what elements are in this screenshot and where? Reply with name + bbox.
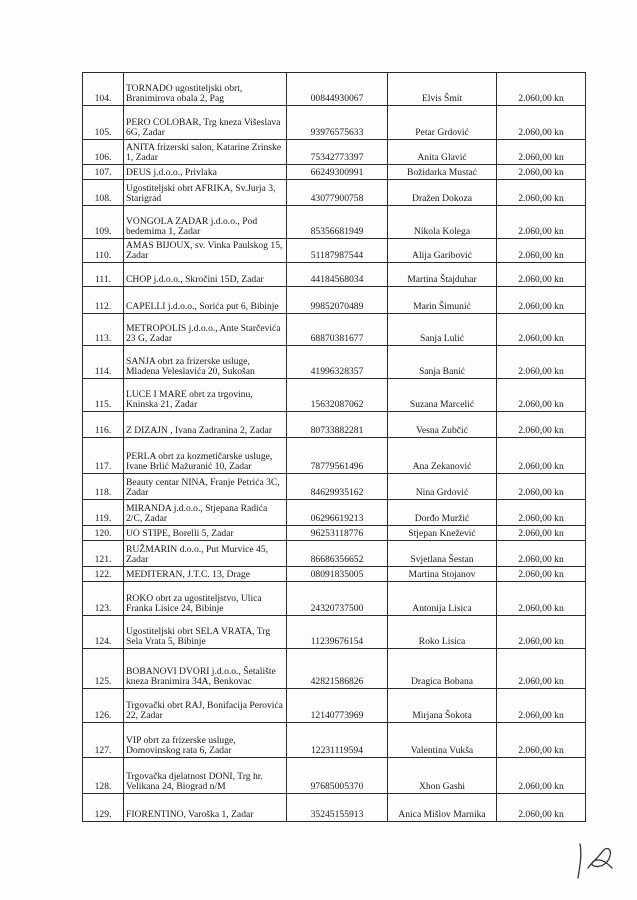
oib-number: 11239676154 xyxy=(287,616,388,649)
amount: 2.060,00 kn xyxy=(497,616,586,649)
business-name-address: CAPELLI j.d.o.o., Sorića put 6, Bibinje xyxy=(124,287,287,314)
business-name-address: RUŽMARIN d.o.o., Put Murvice 45, Zadar xyxy=(124,541,287,567)
beneficiary-table xyxy=(82,72,586,822)
oib-number: 85356681949 xyxy=(287,206,388,239)
table-row xyxy=(83,689,586,723)
business-name-address: FIORENTINO, Varoška 1, Zadar xyxy=(124,794,287,822)
row-number: 117. xyxy=(83,438,124,474)
business-name-address: VONGOLA ZADAR j.d.o.o., Pod bedemima 1, Zadar xyxy=(124,206,287,239)
business-name-address: Ugostiteljski obrt AFRIKA, Sv.Jurja 3, Starigrad xyxy=(124,180,287,206)
row-number: 126. xyxy=(83,689,124,723)
table-row xyxy=(83,412,586,438)
business-name-address: Trgovačka djelatnost DONI, Trg hr. Velikana 24, Biograd n/M xyxy=(124,758,287,794)
table-row xyxy=(83,723,586,758)
business-name-address: Z DIZAJN , Ivana Zadranina 2, Zadar xyxy=(124,412,287,438)
table-row xyxy=(83,438,586,474)
amount: 2.060,00 kn xyxy=(497,689,586,723)
amount: 2.060,00 kn xyxy=(497,412,586,438)
business-name-address: BOBANOVI DVORI j.d.o.o., Šetalište kneza Branimira 34A, Benkovac xyxy=(124,649,287,689)
oib-number: 51187987544 xyxy=(287,239,388,263)
table-row xyxy=(83,180,586,206)
business-name-address: PERO COLOBAR, Trg kneza Višeslava 6G, Zadar xyxy=(124,106,287,140)
row-number: 111. xyxy=(83,263,124,287)
business-name-address: AMAS BIJOUX, sv. Vinka Paulskog 15, Zadar xyxy=(124,239,287,263)
row-number: 122. xyxy=(83,567,124,582)
business-name-address: PERLA obrt za kozmetičarske usluge, Ivane Brlić Mažuranić 10, Zadar xyxy=(124,438,287,474)
responsible-person: Sanja Lulić xyxy=(388,314,497,346)
table-row xyxy=(83,582,586,616)
business-name-address: VIP obrt za frizerske usluge, Domovinskog rata 6, Zadar xyxy=(124,723,287,758)
amount: 2.060,00 kn xyxy=(497,165,586,180)
oib-number: 93976575633 xyxy=(287,106,388,140)
responsible-person: Stjepan Knežević xyxy=(388,526,497,541)
row-number: 120. xyxy=(83,526,124,541)
amount: 2.060,00 kn xyxy=(497,379,586,412)
amount: 2.060,00 kn xyxy=(497,106,586,140)
table-row xyxy=(83,758,586,794)
amount: 2.060,00 kn xyxy=(497,474,586,500)
responsible-person: Roko Lisica xyxy=(388,616,497,649)
row-number: 115. xyxy=(83,379,124,412)
table-row xyxy=(83,379,586,412)
responsible-person: Marin Šimunić xyxy=(388,287,497,314)
row-number: 105. xyxy=(83,106,124,140)
row-number: 114. xyxy=(83,346,124,379)
oib-number: 96253118776 xyxy=(287,526,388,541)
business-name-address: ANITA frizerski salon, Katarine Zrinske 1, Zadar xyxy=(124,140,287,165)
table-row xyxy=(83,541,586,567)
row-number: 104. xyxy=(83,73,124,106)
responsible-person: Ana Zekanović xyxy=(388,438,497,474)
amount: 2.060,00 kn xyxy=(497,314,586,346)
responsible-person: Sanja Banić xyxy=(388,346,497,379)
row-number: 116. xyxy=(83,412,124,438)
oib-number: 86686356652 xyxy=(287,541,388,567)
row-number: 107. xyxy=(83,165,124,180)
table-row xyxy=(83,526,586,541)
row-number: 128. xyxy=(83,758,124,794)
amount: 2.060,00 kn xyxy=(497,180,586,206)
row-number: 118. xyxy=(83,474,124,500)
responsible-person: Petar Grdović xyxy=(388,106,497,140)
row-number: 121. xyxy=(83,541,124,567)
oib-number: 41996328357 xyxy=(287,346,388,379)
responsible-person: Nikola Kolega xyxy=(388,206,497,239)
oib-number: 00844930067 xyxy=(287,73,388,106)
row-number: 106. xyxy=(83,140,124,165)
oib-number: 66249300991 xyxy=(287,165,388,180)
responsible-person: Dražen Dokoza xyxy=(388,180,497,206)
amount: 2.060,00 kn xyxy=(497,239,586,263)
business-name-address: UO STIPE, Borelli 5, Zadar xyxy=(124,526,287,541)
business-name-address: LUCE I MARE obrt za trgovinu, Kninska 21, Zadar xyxy=(124,379,287,412)
oib-number: 15632087062 xyxy=(287,379,388,412)
oib-number: 80733882281 xyxy=(287,412,388,438)
responsible-person: Dragica Bobana xyxy=(388,649,497,689)
amount: 2.060,00 kn xyxy=(497,263,586,287)
business-name-address: Beauty centar NINA, Franje Petrića 3C, Zadar xyxy=(124,474,287,500)
responsible-person: Anita Glavić xyxy=(388,140,497,165)
row-number: 110. xyxy=(83,239,124,263)
business-name-address: CHOP j.d.o.o., Skročini 15D, Zadar xyxy=(124,263,287,287)
responsible-person: Elvis Šmit xyxy=(388,73,497,106)
row-number: 113. xyxy=(83,314,124,346)
business-name-address: MIRANDA j.d.o.o., Stjepana Radića 2/C, Zadar xyxy=(124,500,287,526)
responsible-person: Valentina Vukša xyxy=(388,723,497,758)
oib-number: 44184568034 xyxy=(287,263,388,287)
oib-number: 43077900758 xyxy=(287,180,388,206)
table-row xyxy=(83,616,586,649)
row-number: 127. xyxy=(83,723,124,758)
business-name-address: TORNADO ugostiteljski obrt, Branimirova obala 2, Pag xyxy=(124,73,287,106)
oib-number: 08091835005 xyxy=(287,567,388,582)
responsible-person: Božidarka Mustać xyxy=(388,165,497,180)
responsible-person: Martina Štajduhar xyxy=(388,263,497,287)
row-number: 123. xyxy=(83,582,124,616)
row-number: 129. xyxy=(83,794,124,822)
responsible-person: Anica Mišlov Marnika xyxy=(388,794,497,822)
table-row xyxy=(83,500,586,526)
table-row xyxy=(83,239,586,263)
oib-number: 84629935162 xyxy=(287,474,388,500)
responsible-person: Svjetlana Šestan xyxy=(388,541,497,567)
responsible-person: Martina Stojanov xyxy=(388,567,497,582)
table-row xyxy=(83,140,586,165)
oib-number: 06296619213 xyxy=(287,500,388,526)
amount: 2.060,00 kn xyxy=(497,649,586,689)
responsible-person: Mirjana Šokota xyxy=(388,689,497,723)
table-row xyxy=(83,649,586,689)
table-row xyxy=(83,314,586,346)
row-number: 125. xyxy=(83,649,124,689)
business-name-address: DEUS j.d.o.o., Privlaka xyxy=(124,165,287,180)
responsible-person: Xhon Gashi xyxy=(388,758,497,794)
oib-number: 68870381677 xyxy=(287,314,388,346)
amount: 2.060,00 kn xyxy=(497,206,586,239)
business-name-address: ROKO obrt za ugostiteljstvo, Ulica Franka Lisice 24, Bibinje xyxy=(124,582,287,616)
business-name-address: Trgovački obrt RAJ, Bonifacija Perovića 22, Zadar xyxy=(124,689,287,723)
table-row xyxy=(83,567,586,582)
business-name-address: METROPOLIS j.d.o.o., Ante Starčevića 23 G, Zadar xyxy=(124,314,287,346)
row-number: 108. xyxy=(83,180,124,206)
table-row xyxy=(83,287,586,314)
oib-number: 42821586826 xyxy=(287,649,388,689)
responsible-person: Suzana Marcelić xyxy=(388,379,497,412)
amount: 2.060,00 kn xyxy=(497,140,586,165)
amount: 2.060,00 kn xyxy=(497,541,586,567)
amount: 2.060,00 kn xyxy=(497,526,586,541)
row-number: 109. xyxy=(83,206,124,239)
oib-number: 75342773397 xyxy=(287,140,388,165)
amount: 2.060,00 kn xyxy=(497,582,586,616)
amount: 2.060,00 kn xyxy=(497,794,586,822)
responsible-person: Antonija Lisica xyxy=(388,582,497,616)
oib-number: 35245155913 xyxy=(287,794,388,822)
table-row xyxy=(83,73,586,106)
amount: 2.060,00 kn xyxy=(497,346,586,379)
oib-number: 97685005370 xyxy=(287,758,388,794)
amount: 2.060,00 kn xyxy=(497,723,586,758)
table-row xyxy=(83,263,586,287)
amount: 2.060,00 kn xyxy=(497,287,586,314)
amount: 2.060,00 kn xyxy=(497,758,586,794)
amount: 2.060,00 kn xyxy=(497,567,586,582)
table-row xyxy=(83,165,586,180)
responsible-person: Vesna Zubčić xyxy=(388,412,497,438)
table-row xyxy=(83,106,586,140)
responsible-person: Nina Grdović xyxy=(388,474,497,500)
amount: 2.060,00 kn xyxy=(497,73,586,106)
business-name-address: Ugostiteljski obrt SELA VRATA, Trg Sela Vrata 5, Bibinje xyxy=(124,616,287,649)
oib-number: 12140773969 xyxy=(287,689,388,723)
responsible-person: Alija Garibović xyxy=(388,239,497,263)
amount: 2.060,00 kn xyxy=(497,500,586,526)
handwritten-initials-signature xyxy=(572,838,622,882)
table-row xyxy=(83,346,586,379)
oib-number: 78779561496 xyxy=(287,438,388,474)
responsible-person: Dorđo Muržić xyxy=(388,500,497,526)
business-name-address: SANJA obrt za frizerske usluge, Mladena Veleslavića 20, Sukošan xyxy=(124,346,287,379)
table-row xyxy=(83,794,586,822)
oib-number: 12231119594 xyxy=(287,723,388,758)
row-number: 124. xyxy=(83,616,124,649)
oib-number: 24320737500 xyxy=(287,582,388,616)
table-row xyxy=(83,474,586,500)
amount: 2.060,00 kn xyxy=(497,438,586,474)
oib-number: 99852070489 xyxy=(287,287,388,314)
row-number: 119. xyxy=(83,500,124,526)
business-name-address: MEDITERAN, J.T.C. 13, Drage xyxy=(124,567,287,582)
row-number: 112. xyxy=(83,287,124,314)
table-row xyxy=(83,206,586,239)
